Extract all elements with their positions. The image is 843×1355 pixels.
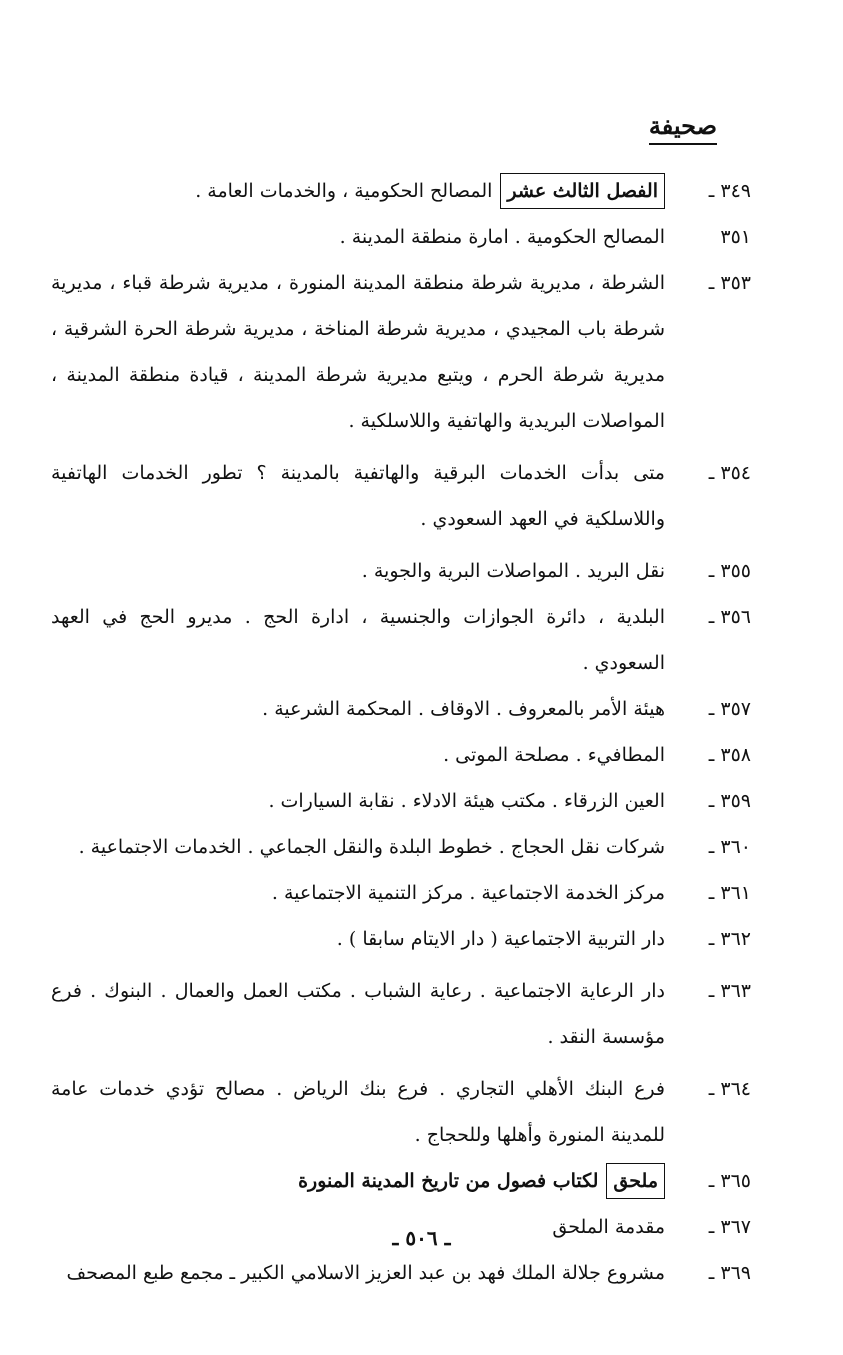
entry-text — [51, 260, 665, 444]
contents-entry — [51, 168, 751, 214]
entry-text — [51, 548, 665, 594]
entry-text — [51, 686, 665, 732]
entry-page-number: ٣٥٤ ـ — [708, 462, 751, 484]
entry-description: مشروع جلالة الملك فهد بن عبد العزيز الاسلامي الكبير ـ مجمع طبع المصحف — [66, 1262, 665, 1284]
entry-text — [51, 214, 665, 260]
contents-entry — [51, 686, 751, 732]
entry-text — [51, 594, 665, 686]
page-number: ـ ٥٠٦ ـ — [392, 1226, 451, 1250]
entry-text — [51, 778, 665, 824]
entry-description: دار التربية الاجتماعية ( دار الايتام سابقا ) . — [336, 928, 665, 950]
entry-description: مقدمة الملحق — [552, 1216, 665, 1238]
contents-entry — [51, 1066, 751, 1158]
entry-description: الشرطة ، مديرية شرطة منطقة المدينة المنورة ، مديرية شرطة قباء ، مديرية شرطة باب المجيدي ، مديرية شرطة المناخة ، مديرية شرطة الحرة الشرقية ، مديرية شرطة الحرم ، ويتبع مديرية شرطة المدينة ، قيادة منطقة المدينة ، المواصلات البريدية والهاتفية واللاسلكية . — [51, 272, 665, 432]
entry-text — [51, 732, 665, 778]
entry-page-number: ٣٥٩ ـ — [708, 790, 751, 812]
entry-boxed-label: ملحق — [606, 1163, 665, 1199]
entry-description: دار الرعاية الاجتماعية . رعاية الشباب . مكتب العمل والعمال . البنوك . فرع مؤسسة النقد . — [51, 980, 665, 1048]
contents-entry — [51, 1158, 751, 1204]
contents-entry — [51, 824, 751, 870]
entry-text — [51, 168, 665, 214]
entry-text — [51, 916, 665, 962]
entry-description: المطافيء . مصلحة الموتى . — [443, 744, 665, 766]
entry-page-number: ٣٥٧ ـ — [708, 698, 751, 720]
entry-page-number: ٣٥١ — [720, 226, 751, 248]
entry-text — [51, 1158, 665, 1204]
entry-text — [51, 1066, 665, 1158]
entry-page-number: ٣٦٣ ـ — [708, 980, 751, 1002]
entry-description: المصالح الحكومية . امارة منطقة المدينة . — [339, 226, 665, 248]
entry-page-number: ٣٦٤ ـ — [708, 1078, 751, 1100]
entry-description: شركات نقل الحجاج . خطوط البلدة والنقل الجماعي . الخدمات الاجتماعية . — [78, 836, 665, 858]
entry-text — [51, 824, 665, 870]
entry-page-number: ٣٦٢ ـ — [708, 928, 751, 950]
entry-description: لكتاب فصول من تاريخ المدينة المنورة — [298, 1170, 599, 1192]
contents-list — [51, 168, 751, 1296]
entry-text — [51, 968, 665, 1060]
entry-description: مركز الخدمة الاجتماعية . مركز التنمية الاجتماعية . — [271, 882, 665, 904]
contents-entry — [51, 732, 751, 778]
contents-entry — [51, 1250, 751, 1296]
entry-page-number: ٣٥٦ ـ — [708, 606, 751, 628]
entry-page-number: ٣٦٠ ـ — [708, 836, 751, 858]
page-header-title: صحيفة — [649, 112, 717, 145]
entry-description: المصالح الحكومية ، والخدمات العامة . — [195, 180, 493, 202]
entry-page-number: ٣٦١ ـ — [708, 882, 751, 904]
entry-page-number: ٣٥٣ ـ — [708, 272, 751, 294]
entry-text — [51, 1250, 665, 1296]
contents-entry — [51, 260, 751, 444]
entry-text — [51, 450, 665, 542]
entry-page-number: ٣٦٥ ـ — [708, 1170, 751, 1192]
contents-entry — [51, 916, 751, 962]
contents-entry — [51, 214, 751, 260]
entry-description: نقل البريد . المواصلات البرية والجوية . — [361, 560, 665, 582]
entry-description: البلدية ، دائرة الجوازات والجنسية ، ادارة الحج . مديرو الحج في العهد السعودي . — [51, 606, 665, 674]
entry-boxed-label: الفصل الثالث عشر — [500, 173, 665, 209]
contents-entry — [51, 548, 751, 594]
entry-description: هيئة الأمر بالمعروف . الاوقاف . المحكمة الشرعية . — [262, 698, 665, 720]
entry-page-number: ٣٥٨ ـ — [708, 744, 751, 766]
entry-description: متى بدأت الخدمات البرقية والهاتفية بالمدينة ؟ تطور الخدمات الهاتفية واللاسلكية في العهد السعودي . — [51, 462, 665, 530]
entry-page-number: ٣٤٩ ـ — [708, 180, 751, 202]
entry-page-number: ٣٦٩ ـ — [708, 1262, 751, 1284]
entry-description: فرع البنك الأهلي التجاري . فرع بنك الرياض . مصالح تؤدي خدمات عامة للمدينة المنورة وأهلها وللحجاج . — [51, 1078, 665, 1146]
entry-page-number: ٣٦٧ ـ — [708, 1216, 751, 1238]
contents-entry — [51, 778, 751, 824]
contents-entry — [51, 450, 751, 542]
contents-entry — [51, 594, 751, 686]
entry-page-number: ٣٥٥ ـ — [708, 560, 751, 582]
entry-text — [51, 870, 665, 916]
contents-entry — [51, 968, 751, 1060]
entry-description: العين الزرقاء . مكتب هيئة الادلاء . نقابة السيارات . — [268, 790, 665, 812]
contents-entry — [51, 870, 751, 916]
